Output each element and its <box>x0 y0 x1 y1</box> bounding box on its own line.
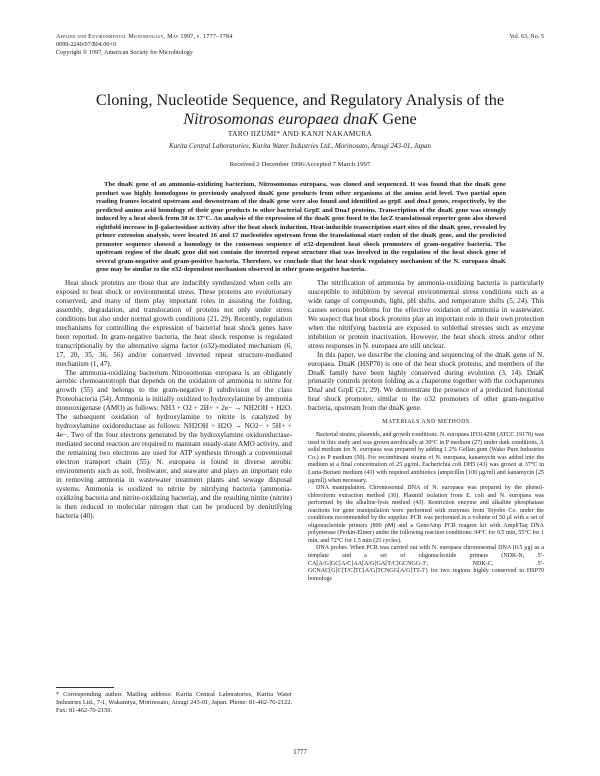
journal-citation: Applied and Environmental Microbiology, May 1997, p. 1777–1784 <box>56 33 233 40</box>
volume-label: Vol. 63, No. 5 <box>509 33 544 40</box>
running-header <box>56 33 376 58</box>
footnote-divider <box>56 687 114 688</box>
article-title <box>56 91 544 128</box>
intro-paragraph-4: In this paper, we describe the cloning and sequencing of the dnaK gene of N. europaea. DnaK (HSP70) is one of the heat shock proteins, and members of the DnaK family have been highly conserved during evolution (3, 14). DnaK primarily controls protein folding as a chaperone together with the cochaperones DnaJ and GrpE (21, 29). We demonstrate the presence of a predicted functional heat shock promoter, similar to the σ32 promoters of other gram-negative bacteria, upstream from the dnaK gene. <box>308 350 544 413</box>
intro-paragraph-2: The ammonia-oxidizing bacterium Nitrosomonas europaea is an obligately aerobic chemoautotroph that depends on the oxidation of ammonia to nitrite for growth (55) and belongs to the gram-negative β subdivision of the class Proteobacteria (54). Ammonia is initially oxidized to hydroxylamine by ammonia monooxigenase (AMO) as follows: NH3 + O2 + 2H+ + 2e− → NH2OH + H2O. The subsequent oxidation of hydroxylamine to nitrite is catalyzed by hydroxylamine oxidoreductase as follows: NH2OH + H2O → NO2− + 5H+ + 4e−. Two of the four electrons generated by the hydroxylamine oxidoreductase-mediated second reaction are required to maintain steady-state AMO activity, and the remaining two electrons are used for ATP synthesis through a conventional electron transport chain (55). N. europaea is found in diverse aerobic environments such as soil, freshwater, and seawater and plays an important role in removing ammonia in wastewater treatment plants and sewage disposal systems. Ammonia is oxidized to nitrite by nitrifying bacteria (ammonia-oxidizing bacteria and nitrite-oxidizing bacteria), and the resulting nitrite (nitrite) is then reduced to molecular nitrogen that can be produced by denitrifying bacteria (40). <box>56 368 292 520</box>
right-column <box>308 279 544 583</box>
intro-paragraph-1: Heat shock proteins are those that are inducibly synthesized when cells are exposed to heat shock or environmental stress. These proteins are evolutionary conserved, and many of them play important roles in assisting the folding, assembly, degradation, and translocation of proteins not only under stress conditions but also under normal growth conditions (21, 29). Recently, regulation mechanisms for controlling the expression of bacterial heat shock genes have been reported. In gram-negative bacteria, the heat shock response is regulated transcriptionally by the alternative sigma factor (σ32)-mediated mechanism (6, 17, 20, 35, 36, 56) and/or conserved inverted repeat structure-mediated mechanism (1, 47). <box>56 279 292 368</box>
authors: TARO IIZUMI* AND KANJI NAKAMURA <box>227 129 373 138</box>
abstract: The dnaK gene of an ammonia-oxidizing bacterium, Nitrosomonas europaea, was cloned and sequenced. It was found that the dnaK gene product was highly homologous to previously analyzed dnaK gene products from other organisms at the amino acid level. Two partial open reading frames located upstream and downstream of the dnaK gene were also found and identified as grpE and dnaJ genes, respectively, by the predicted amino acid homology of their gene products to other bacterial GrpE and DnaJ proteins. Transcription of the dnaK gene was strongly induced by a heat shock from 30 to 37°C. An analysis of the expression of the dnaK gene fused to the lacZ translational reporter gene also showed eightfold increase in β-galactosidase activity after the heat shock induction. Heat-inducible transcription start sites of the dnaK gene, revealed by primer extension analysis, were located 16 and 17 nucleotides upstream from the translational start codon of the dnaK gene, and the predicted promoter sequence showed a homology to the consensus sequence of σ32-dependent heat shock promoters of gram-negative bacteria. The upstream region of the dnaK gene did not contain the inverted repeat structure that was involved in the regulation of the heat shock gene of several gram-negative and gram-positive bacteria. Therefore, we conclude that the heat shock regulatory mechanism of the N. europaea dnaK gene may be similar to the σ32-dependent mechanism observed in other gram-negative bacteria. <box>96 181 506 273</box>
title-line-1: Cloning, Nucleotide Sequence, and Regulatory Analysis of the <box>95 90 505 109</box>
methods-paragraph-1: Bacterial strains, plasmids, and growth conditions. N. europaea IFO14298 (ATCC 19178) was used in this study and was grown aerobically at 30°C in P medium (27) under dark conditions. A solid medium for N. europaea was prepared by adding 1.2% Gellan gum (Wako Pure Industries Co.) to P medium (50). For recombinant strains of N. europaea, kanamycin was added into the medium at a final concentration of 25 μg/ml. Escherichia coli DH5 (43) was grown at 37°C in Luria-Bertani medium (43) with required antibiotics (ampicillin [100 μg/ml] and kanamycin [25 μg/ml]) when necessary. <box>308 432 544 484</box>
methods-paragraph-3: DNA probes. When PCR was carried out with N. europaea chromosomal DNA (0.5 μg) as a template and a set of oligonucleotide primers (NDK-N, 5′-CA[A/G]GC[A/C]AA[A/G]GA[T/C]GCNGG-3′; NDK-C, 5′-GCNAC[G]C[T/C]TC[A/G]TCNGG[A/G]TT-3′) for two regions highly conserved in HSP70 homologs <box>308 545 544 582</box>
left-column <box>56 279 292 521</box>
intro-paragraph-3: The nitrification of ammonia by ammonia-oxidizing bacteria is particularly susceptible to inhibition by several environmental stress conditions such as a wide range of compounds, light, pH shifts, and temperature shifts (5, 24). This causes serious problems for the effective oxidation of ammonia in wastewater. We suspect that heat shock proteins play an important role in their own protection when the nitrifying bacteria are exposed to sublethal stresses such as enzyme inhibition or protein inactivation. However, the heat shock stress and/or other stress responses in N. europaea are still unclear. <box>308 279 544 350</box>
methods-paragraph-2: DNA manipulation. Chromosomal DNA of N. europaea was prepared by the phenol-chloroform extraction method (30). Plasmid isolation from E. coli and N. europaea was performed by the alkaline-lysis method (43). Restriction enzyme and alkaline phosphatase reactions for gene manipulation were performed with enzymes from Toyobo Co. under the conditions recommended by the supplier. PCR was performed in a volume of 50 μl with a set of oligonucleotide primers (800 pM) and a GeneAmp PCR reagent kit with AmpliTaq DNA polymerase (Perkin-Elmer) under the following reaction conditions: 94°C for 0.5 min, 55°C for 1 min, and 72°C for 1.5 min (25 cycles). <box>308 485 544 544</box>
methods-text <box>308 432 544 583</box>
affiliation: Kurita Central Laboratories, Kurita Water Industries Ltd., Morinosato, Atsugi 243-01, Japan <box>169 142 431 150</box>
issn-line: 0099-2240/97/$04.00+0 <box>56 41 117 49</box>
received-dates: Received 2 December 1996/Accepted 7 March 1997 <box>229 161 371 168</box>
copyright-line: Copyright © 1997, American Society for Microbiology <box>56 49 193 57</box>
page-number: 1777 <box>293 749 307 756</box>
methods-heading: MATERIALS AND METHODS <box>382 419 470 426</box>
title-gene-word: Gene <box>378 108 417 128</box>
corresponding-author-footnote: * Corresponding author. Mailing address: Kurita Central Laboratories, Kurita Water Industries Ltd., 7-1, Wakamiya, Morinosato, Atsugi 243-01, Japan. Phone: 81-462-70-2122. Fax: 81-462-70-2159. <box>56 691 292 714</box>
title-organism-gene: Nitrosomonas europaea dnaK <box>183 108 379 128</box>
